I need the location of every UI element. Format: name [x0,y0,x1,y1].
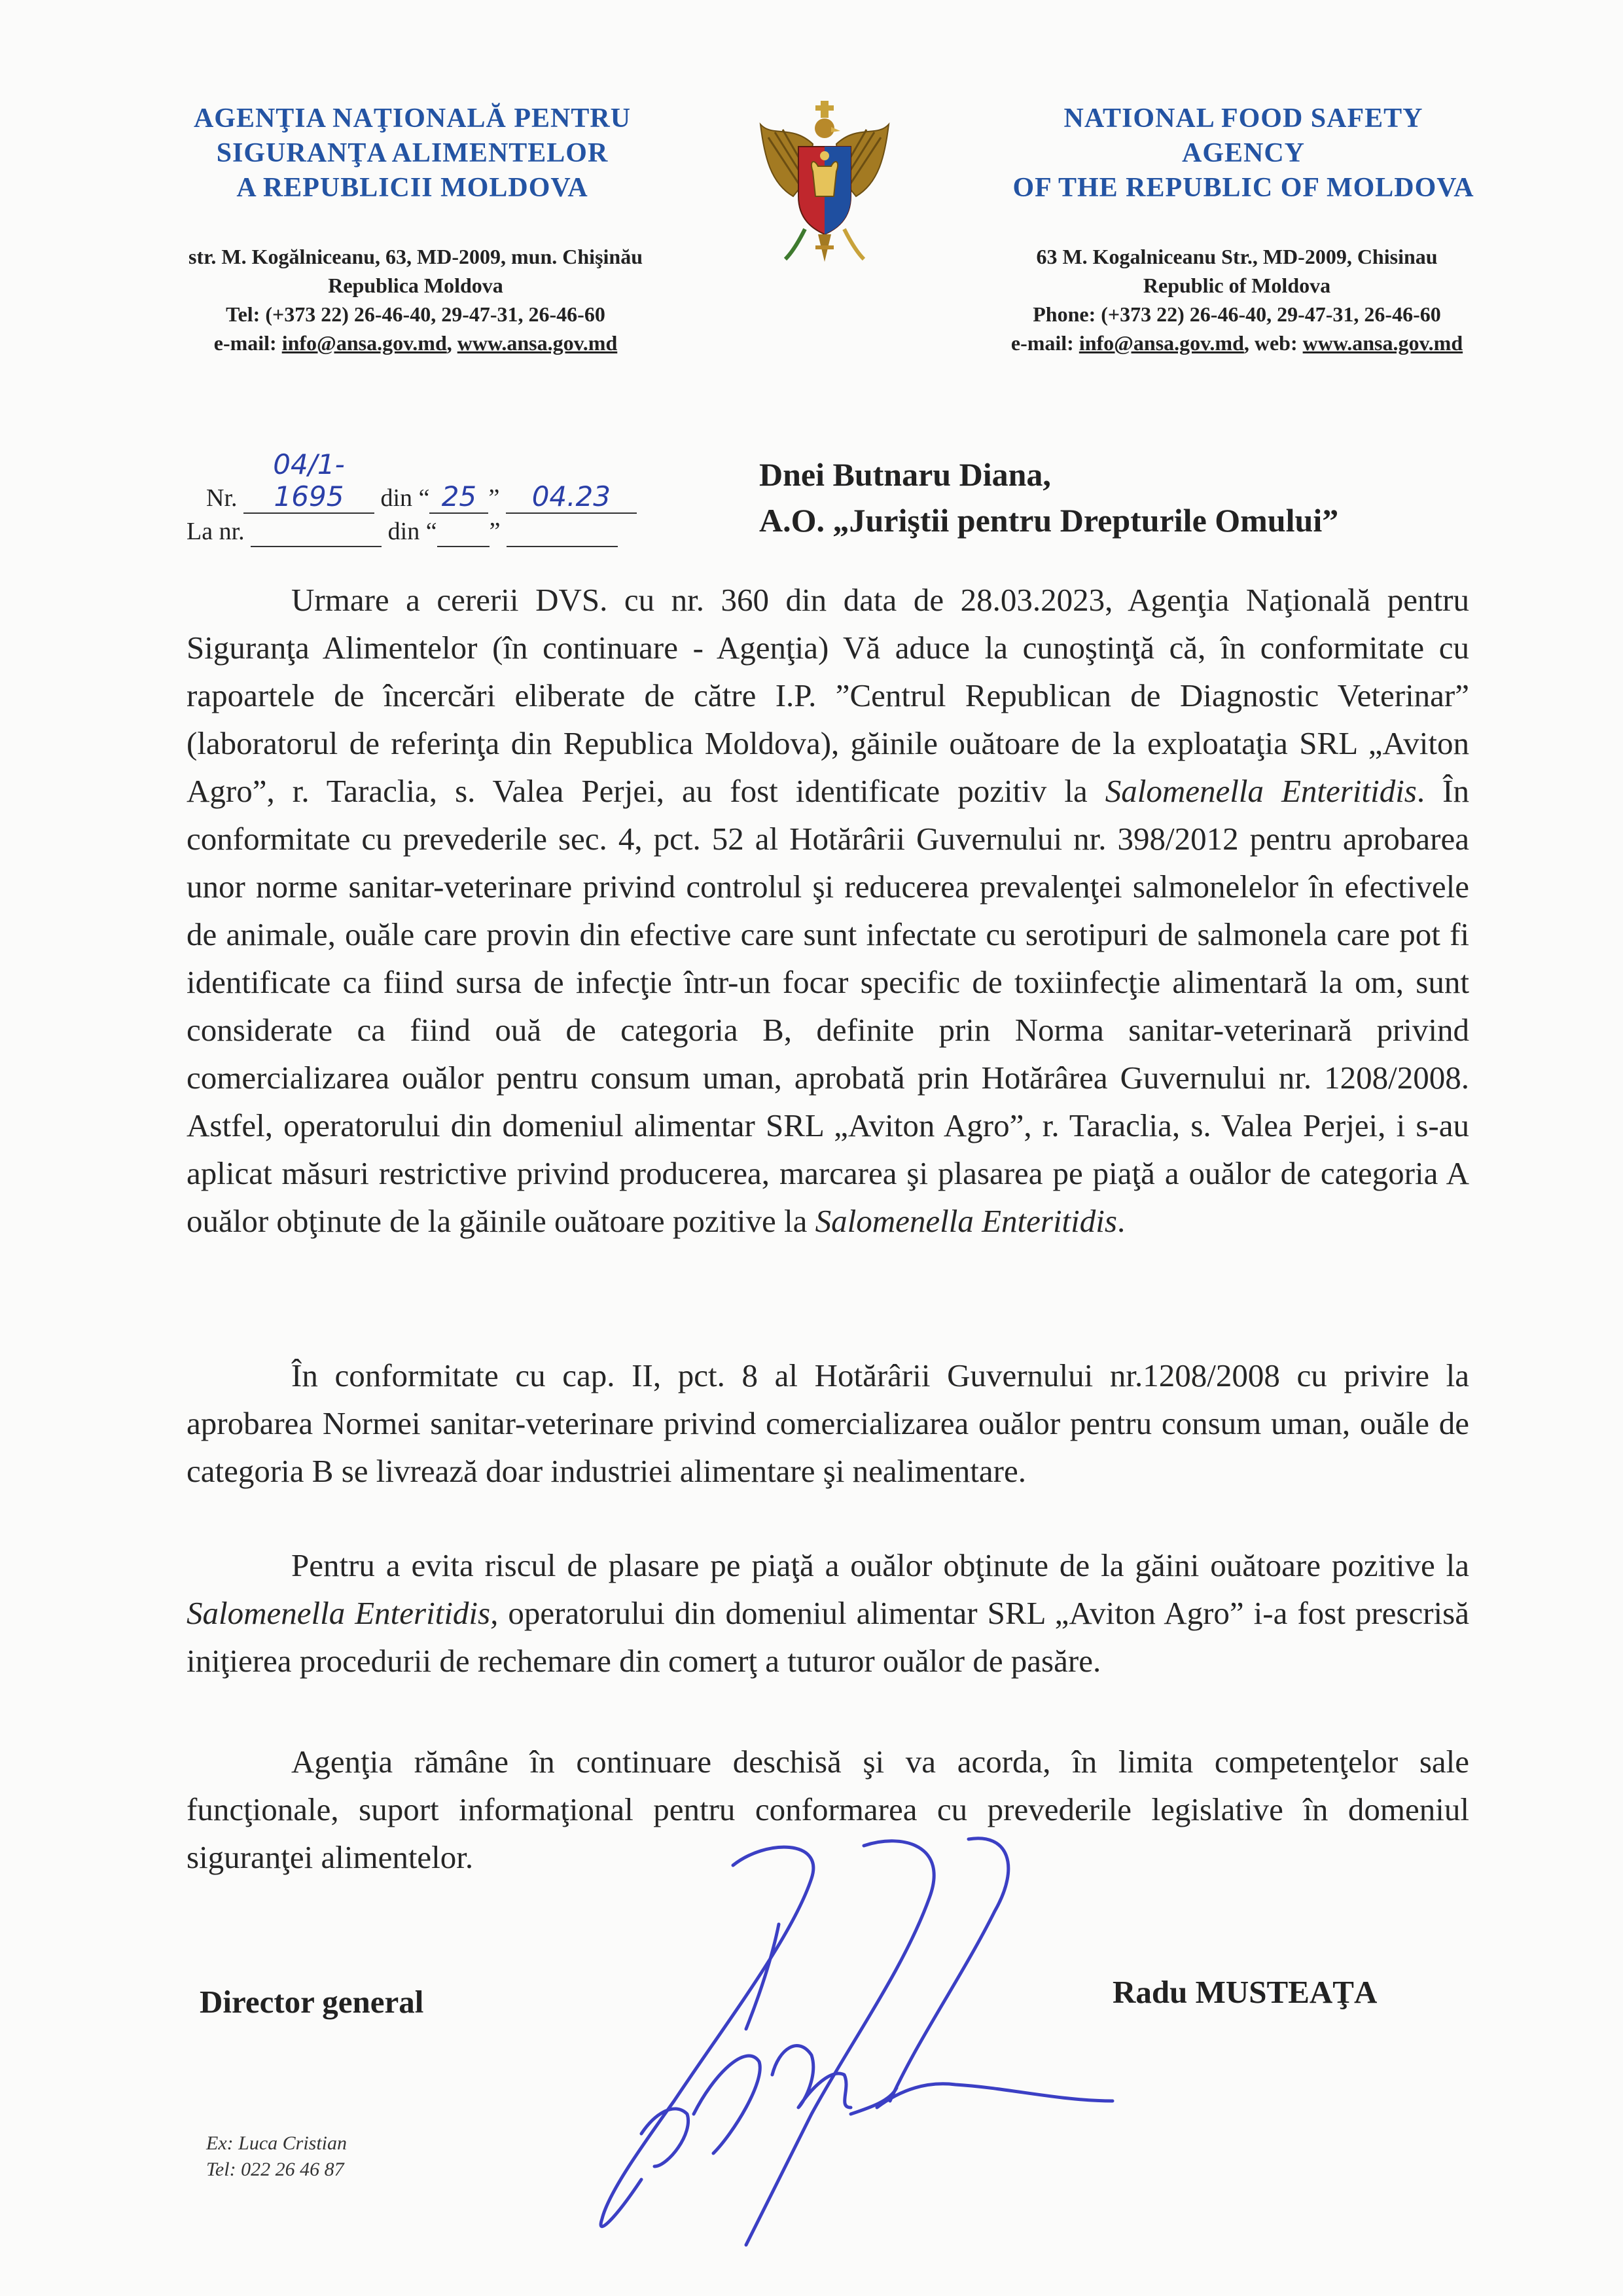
la-din-label: din [387,518,420,545]
email-link-ro[interactable]: info@ansa.gov.md [281,331,447,355]
org-name-ro-line2: SIGURANŢA ALIMENTELOR [216,138,609,168]
la-din-day-blank [437,517,490,547]
executor-phone: Tel: 022 26 46 87 [206,2159,344,2180]
org-name-ro [137,101,687,206]
nr-label: Nr. [206,484,238,512]
address-email-en: e-mail: info@ansa.gov.md, web: www.ansa.gov.md [1010,331,1463,355]
org-address-en [903,242,1571,357]
org-name-en-line3: OF THE REPUBLIC OF MOLDOVA [1012,173,1474,203]
din-label: din [380,484,413,512]
executor-info [206,2130,347,2183]
nr-handwritten: 04/1-1695 [243,448,374,514]
signatory-title: Director general [200,1984,424,2020]
addressee-name: Dnei Butnaru Diana, [759,456,1051,493]
body-paragraph-3: Pentru a evita riscul de plasare pe piaţă a ouălor obţinute de la găini ouătoare pozitive la Salomenella Enteritidis, operatorului din domeniul alimentar SRL „Aviton Agro” i-a fost prescrisă iniţierea procedurii de rechemare din comerţ a tuturor ouălor de pasăre. [187,1547,1469,1679]
org-name-ro-line1: AGENŢIA NAŢIONALĂ PENTRU [193,103,632,134]
body-paragraph-1: Urmare a cererii DVS. cu nr. 360 din data de 28.03.2023, Agenţia Naţională pentru Siguranţa Alimentelor (în continuare - Agenţia) Vă aduce la cunoştinţă că, în conformitate cu rapoartele de încercări eliberate de către I.P. ”Centrul Republican de Diagnostic Veterinar” (laboratorul de referinţa din Republica Moldova), găinile ouătoare de la exploataţia SRL „Aviton Agro”, r. Taraclia, s. Valea Perjei, au fost identificate pozitiv la Salomenella Enteritidis. În conformitate cu prevederile sec. 4, pct. 52 al Hotărârii Guvernului nr. 398/2012 pentru aprobarea unor norme sanitar-veterinare privind controlul şi reducerea prevalenţei salmonelelor în efectivele de animale, ouăle care provin din efective care sunt infectate cu serotipuri de salmonela care pot fi identificate ca fiind sursa de infecţie într-un focar specific de toxiinfecţie alimentară la om, sunt considerate ca fiind ouă de categoria B, definite prin Norma sanitar-veterinară privind comercializarea ouălor pentru consum uman, aprobată prin Hotărârea Guvernului nr. 1208/2008. Astfel, operatorului din domeniul alimentar SRL „Aviton Agro”, r. Taraclia, s. Valea Perjei, i s-au aplicat măsuri restrictive privind producerea, marcarea şi plasarea pe piaţă a ouălor de categoria A ouălor obţinute de la găinile ouătoare pozitive la Salomenella Enteritidis. [187,582,1469,1239]
org-name-ro-line3: A REPUBLICII MOLDOVA [236,173,588,203]
address-tel-ro: Tel: (+373 22) 26-46-40, 29-47-31, 26-46-60 [226,302,605,326]
date-rest-handwritten: 04.23 [506,480,637,514]
org-name-en [955,101,1531,206]
addressee [759,452,1544,543]
executor-name: Ex: Luca Cristian [206,2132,347,2154]
signatory-name: Radu MUSTEAŢA [1113,1974,1378,2010]
address-email-ro: e-mail: info@ansa.gov.md, www.ansa.gov.md [213,331,618,355]
body-paragraph-2: În conformitate cu cap. II, pct. 8 al Hotărârii Guvernului nr.1208/2008 cu privire la aprobarea Normei sanitar-veterinare privind comercializarea ouălor pentru consum uman, ouăle de categoria B se livrează doar industriei alimentare şi nealimentare. [187,1357,1469,1489]
org-address-ro [98,242,733,357]
address-street-ro: str. M. Kogălniceanu, 63, MD-2009, mun. Chişinău [188,245,643,268]
registry-number: Nr. 04/1-1695 din “ 25 ” 04.23 [206,448,664,488]
address-street-en: 63 M. Kogalniceanu Str., MD-2009, Chisinau [1036,245,1438,268]
address-country-en: Republic of Moldova [1143,274,1331,297]
email-link-en[interactable]: info@ansa.gov.md [1079,331,1244,355]
date-day-handwritten: 25 [429,480,488,514]
org-name-en-line2: AGENCY [1181,138,1305,168]
body-paragraph-4: Agenţia rămâne în continuare deschisă şi va acorda, în limita competenţelor sale funcţionale, suport informaţional pentru conformarea cu prevederile legislative în domeniul siguranţei alimentelor. [187,1744,1469,1875]
web-link-ro[interactable]: www.ansa.gov.md [457,331,618,355]
pathogen-name: Salomenella Enteritidis [815,1203,1117,1239]
address-country-ro: Republica Moldova [328,274,503,297]
web-link-en[interactable]: www.ansa.gov.md [1302,331,1463,355]
la-din-rest-blank [507,517,618,547]
reply-reference: La nr. din “ ” [187,517,684,556]
la-nr-label: La nr. [187,518,245,545]
address-phone-en: Phone: (+373 22) 26-46-40, 29-47-31, 26-46-60 [1033,302,1441,326]
handwritten-signature [563,1826,1152,2251]
addressee-organization: A.O. „Juriştii pentru Drepturile Omului” [759,502,1339,539]
pathogen-name: Salomenella Enteritidis, [187,1595,499,1631]
la-nr-blank [251,517,382,547]
org-name-en-line1: NATIONAL FOOD SAFETY [1063,103,1423,134]
pathogen-name: Salomenella Enteritidis [1105,773,1417,809]
moldova-coat-of-arms-icon [753,98,897,275]
